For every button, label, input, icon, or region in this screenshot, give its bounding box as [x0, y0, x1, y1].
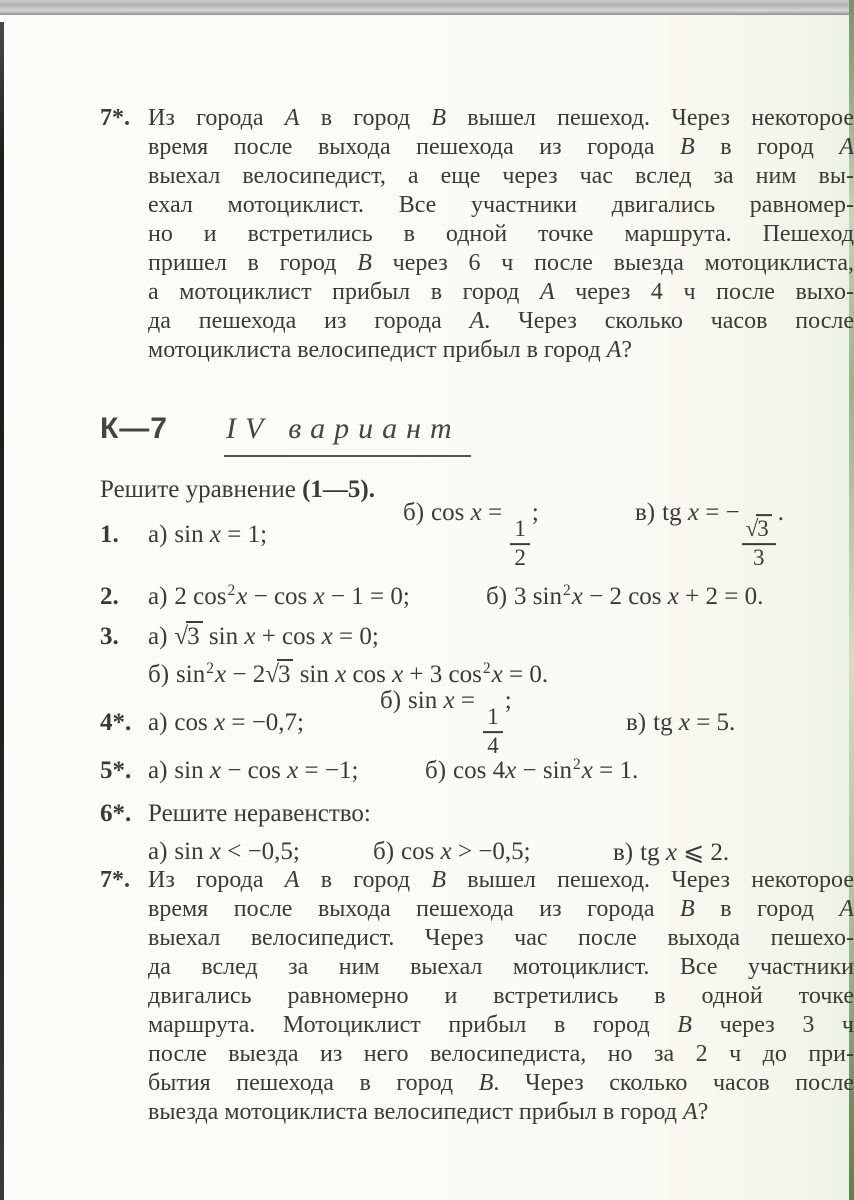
math-variable: x: [443, 687, 455, 715]
equation-part: [148, 709, 304, 737]
equation-row: [148, 499, 854, 571]
math-text: 2: [514, 545, 526, 571]
part-label: б): [486, 583, 508, 610]
math-text: cos: [431, 499, 471, 527]
part-label: в): [635, 499, 656, 527]
math-variable: x: [209, 838, 221, 865]
denominator: [514, 545, 526, 571]
math-variable: x: [470, 499, 482, 527]
math-text: ;: [531, 499, 539, 527]
math-text: sin: [202, 623, 245, 650]
superscript: 2: [227, 582, 236, 600]
equation-part: [626, 709, 735, 737]
math-variable: x: [505, 757, 517, 784]
math-variable: x: [571, 583, 583, 610]
text-line: время после выхода пешехода из города B в город A: [148, 896, 854, 922]
radicand: [756, 514, 772, 541]
math-text: 1: [514, 516, 526, 542]
superscript: 2: [482, 660, 491, 678]
problem-number: 7*.: [100, 867, 130, 893]
equation-part: [148, 800, 371, 828]
math-variable: x: [335, 661, 347, 688]
equation-part: [635, 499, 784, 571]
test-code: К—7: [100, 412, 168, 445]
equation-part: [148, 521, 267, 549]
math-text: 3: [277, 661, 291, 688]
equation-rows: [148, 499, 854, 571]
equation-part: [148, 838, 300, 866]
numerator: [742, 517, 776, 545]
math-text: tg: [662, 499, 688, 527]
radical: [174, 623, 202, 650]
page-top-edge: [0, 0, 854, 15]
math-text: + 2 = 0.: [678, 583, 764, 610]
math-text: cos: [346, 661, 393, 688]
math-text: = 1;: [220, 521, 268, 548]
equation-part: [380, 687, 512, 759]
fraction: [483, 705, 503, 759]
math-text: = 1.: [592, 757, 639, 784]
math-text: sin: [174, 757, 210, 784]
math-variable: B: [680, 134, 695, 160]
math-text: + cos: [255, 623, 322, 650]
equation-part: [486, 583, 763, 611]
equation-item: [100, 795, 854, 871]
radical: [265, 661, 293, 688]
equation-row: [148, 578, 854, 616]
problem-number: 2.: [100, 583, 119, 610]
equation-row: [148, 752, 854, 790]
superscript: 2: [206, 660, 214, 678]
superscript: 2: [573, 756, 581, 774]
equation-rows: [148, 752, 854, 790]
math-variable: A: [539, 279, 555, 305]
part-label: б): [403, 499, 425, 527]
math-text: = −0,7;: [225, 709, 305, 736]
math-variable: B: [357, 250, 372, 276]
text-line: после выезда из него велосипедиста, но за 2 ч до при-: [148, 1041, 854, 1067]
equation-rows: [148, 795, 854, 871]
text-line: мотоциклиста велосипедист прибыл в город A?: [148, 337, 633, 363]
equation-part: [148, 757, 358, 785]
text-line: выехал велосипедист. Через час после выхода пешехо-: [148, 925, 854, 951]
equation-row: [148, 687, 854, 759]
equation-part: [148, 623, 379, 651]
text-line: да пешехода из города A. Через сколько часов после: [148, 308, 854, 334]
equation-rows: [148, 578, 854, 616]
equation-item: [100, 752, 854, 790]
text-line: но и встретились в одной точке маршрута. Пешеход: [148, 221, 854, 247]
math-variable: B: [677, 1012, 692, 1038]
equation-part: [148, 661, 548, 689]
math-text: ;: [504, 687, 512, 715]
math-text: − 2: [226, 661, 266, 688]
radical-sign: √: [745, 516, 759, 542]
math-text: =: [454, 687, 482, 715]
radicand: [277, 659, 294, 688]
equation-item: [100, 499, 854, 571]
text-line: выезда мотоциклиста велосипедист прибыл в город A?: [148, 1099, 709, 1125]
problem-number: 7*.: [100, 105, 130, 131]
math-variable: x: [440, 838, 452, 865]
intro-range: (1—5).: [302, 476, 375, 503]
equation-row: [148, 795, 854, 833]
math-variable: x: [214, 709, 226, 736]
fraction: [742, 517, 776, 571]
numerator: [510, 517, 530, 545]
equation-part: [425, 757, 638, 785]
math-text: 3: [752, 545, 765, 571]
variant-title: IV вариант: [224, 412, 471, 457]
math-text: cos 4: [453, 757, 506, 784]
text-line: двигались равномерно и встретились в одной точке: [148, 983, 854, 1009]
problem-number: 5*.: [100, 757, 132, 784]
radical-sign: √: [265, 661, 279, 688]
text-line: а мотоциклист прибыл в город A через 4 ч после выхо-: [148, 279, 854, 305]
equation-rows: [148, 618, 854, 694]
intro-line: [100, 476, 375, 504]
text-line: время после выхода пешехода из города B в город A: [148, 134, 854, 160]
math-text: − sin: [516, 757, 573, 784]
math-variable: x: [244, 623, 256, 650]
math-text: + 3 cos: [403, 661, 482, 688]
math-text: 1: [487, 704, 499, 730]
problem-number: 6*.: [100, 800, 132, 827]
math-text: ⩽ 2.: [676, 839, 730, 866]
math-text: tg: [640, 839, 666, 866]
equation-part: [403, 499, 539, 571]
text-line: ехал мотоциклист. Все участники двигались равномер-: [148, 192, 854, 218]
part-label: а): [148, 709, 168, 736]
part-label: в): [626, 709, 647, 736]
math-variable: x: [209, 521, 221, 548]
radical: [746, 516, 772, 541]
part-label: б): [380, 687, 402, 715]
math-text: sin: [293, 661, 336, 688]
math-variable: x: [287, 757, 299, 784]
math-variable: A: [683, 1099, 698, 1125]
equation-rows: [148, 687, 854, 759]
superscript: 2: [562, 582, 571, 600]
math-text: sin: [408, 687, 444, 715]
math-text: = 0;: [332, 623, 379, 650]
part-label: а): [148, 623, 168, 650]
math-variable: A: [284, 867, 300, 893]
math-variable: x: [665, 839, 677, 866]
equation-item: [100, 618, 854, 694]
math-text: 3: [187, 623, 200, 650]
equation-item: [100, 578, 854, 616]
math-text: = −: [698, 499, 740, 527]
math-text: − 2 cos: [582, 583, 668, 610]
radicand: [186, 621, 203, 650]
math-variable: x: [321, 623, 333, 650]
problem-text: [148, 866, 854, 1127]
math-variable: A: [839, 134, 854, 160]
text-line: выехал велосипедист, а еще через час вслед за ним вы-: [148, 163, 854, 189]
math-variable: B: [680, 896, 695, 922]
math-text: − 1 = 0;: [324, 583, 410, 610]
math-text: = 0.: [502, 661, 549, 688]
equation-part: [613, 837, 729, 867]
part-label: б): [373, 838, 395, 865]
math-text: 3: [757, 516, 769, 542]
equation-item: [100, 687, 854, 759]
word-problem-bottom: [100, 866, 854, 1127]
problem-number: 3.: [100, 623, 119, 650]
denominator: [753, 545, 765, 571]
text-line: маршрута. Мотоциклист прибыл в город B через 3 ч: [148, 1012, 854, 1038]
math-variable: A: [284, 105, 300, 131]
math-variable: A: [606, 337, 622, 363]
fraction: [510, 517, 530, 571]
part-label: а): [148, 757, 168, 784]
math-text: sin: [176, 661, 206, 688]
word-problem-top: [100, 104, 854, 365]
math-text: = −1;: [298, 757, 359, 784]
math-variable: x: [313, 583, 325, 610]
math-text: 3 sin: [514, 583, 562, 610]
math-variable: x: [209, 757, 221, 784]
math-text: − cos: [220, 757, 288, 784]
math-text: 2 cos: [174, 583, 227, 610]
math-text: 4: [487, 733, 499, 759]
text-line: да вслед за ним выехал мотоциклист. Все участники: [148, 954, 854, 980]
problem-number: 1.: [100, 521, 119, 548]
part-label: а): [148, 521, 168, 548]
text-line: Из города A в город B вышел пешеход. Через некоторое: [148, 105, 854, 131]
part-label: в): [613, 839, 634, 866]
math-variable: B: [431, 105, 447, 131]
math-text: .: [777, 499, 785, 527]
math-text: =: [481, 499, 509, 527]
part-label: а): [148, 838, 168, 865]
math-variable: A: [839, 896, 854, 922]
math-text: sin: [174, 838, 210, 865]
text-line: пришел в город B через 6 ч после выезда мотоциклиста,: [148, 250, 854, 276]
math-text: tg: [653, 709, 679, 736]
equation-row: [148, 618, 854, 656]
math-text: = 5.: [689, 709, 736, 736]
math-variable: x: [392, 661, 404, 688]
math-variable: B: [431, 867, 447, 893]
problem-text: [148, 104, 854, 365]
math-text: > −0,5;: [451, 838, 531, 865]
math-variable: B: [478, 1070, 494, 1096]
equation-part: [373, 838, 531, 866]
math-variable: x: [667, 583, 679, 610]
problem-number: 4*.: [100, 709, 132, 736]
intro-text: Решите уравнение: [100, 476, 303, 503]
part-label: б): [148, 661, 170, 688]
math-text: sin: [174, 521, 210, 548]
math-variable: x: [491, 661, 503, 688]
section-heading: [100, 412, 471, 457]
math-variable: x: [678, 709, 690, 736]
part-label: б): [425, 757, 447, 784]
math-variable: x: [236, 583, 248, 610]
part-label: а): [148, 583, 168, 610]
math-text: cos: [174, 709, 214, 736]
equation-part: [148, 583, 410, 611]
math-variable: x: [687, 499, 699, 527]
math-text: < −0,5;: [220, 838, 300, 865]
book-spine-shadow: [0, 22, 4, 1200]
text-line: Из города A в город B вышел пешеход. Через некоторое: [148, 867, 854, 893]
math-text: Решите неравенство:: [148, 800, 371, 827]
math-variable: x: [581, 757, 593, 784]
math-variable: x: [214, 661, 227, 688]
text-line: бытия пешехода в город B. Через сколько часов после: [148, 1070, 854, 1096]
math-text: cos: [401, 838, 441, 865]
numerator: [483, 705, 503, 733]
math-text: − cos: [247, 583, 314, 610]
math-variable: A: [469, 308, 485, 334]
radical-sign: √: [174, 623, 189, 650]
